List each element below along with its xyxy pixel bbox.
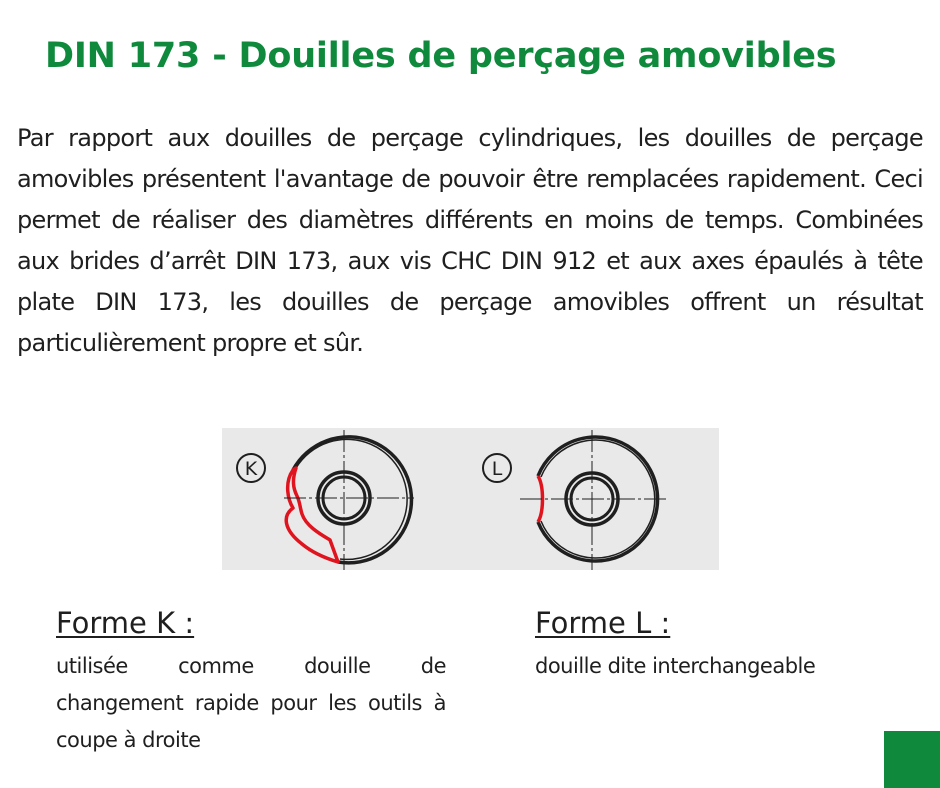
forme-l-description: douille dite interchangeable <box>535 654 816 678</box>
form-k-drawing <box>237 430 414 570</box>
forme-k-description: utilisée comme douille de changement rapide pour les outils à coupe à droite <box>56 654 446 752</box>
form-k-label: K <box>244 458 258 480</box>
brand-green-square <box>884 731 940 788</box>
form-k-outer-ring <box>293 437 411 563</box>
forme-k-heading: Forme K : <box>56 606 195 640</box>
form-l-label: L <box>491 458 503 480</box>
form-k-outer-ring-inner <box>296 439 407 559</box>
bushing-figure <box>222 428 719 570</box>
forme-l-heading: Forme L : <box>535 606 671 640</box>
page-title: DIN 173 - Douilles de perçage amovibles <box>45 36 837 76</box>
bushing-drawings <box>222 428 719 570</box>
form-l-drawing <box>483 430 666 570</box>
intro-paragraph: Par rapport aux douilles de perçage cylindriques, les douilles de perçage amovibles présentent l'avantage de pouvoir être remplacées rapidement. Ceci permet de réaliser des diamètres différents en moins de temps. Combinées aux brides d’arrêt DIN 173, aux vis CHC DIN 912 et aux axes épaulés à tête plate DIN 173, les douilles de perçage amovibles offrent un résultat particulièrement propre et sûr. <box>17 124 923 357</box>
